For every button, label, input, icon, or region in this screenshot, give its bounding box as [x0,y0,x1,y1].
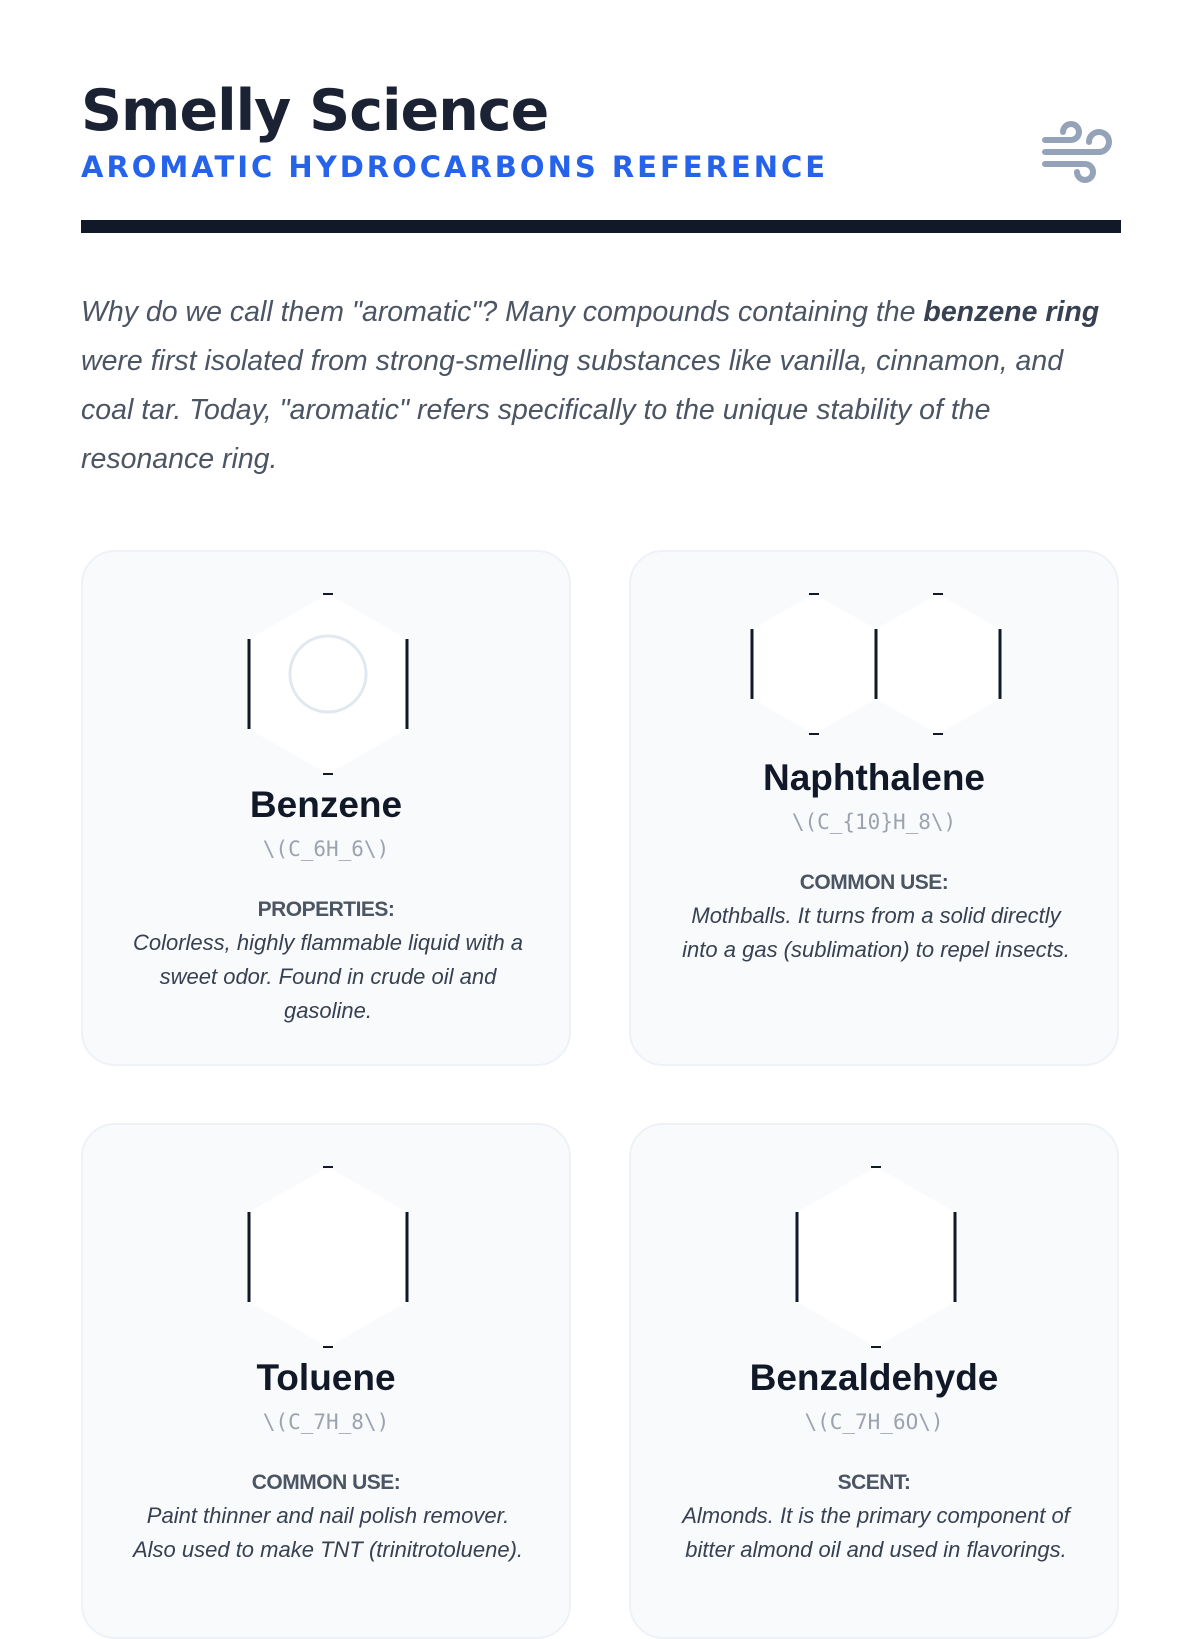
compound-label: SCENT: [837,1471,911,1494]
compound-description: Mothballs. It turns from a solid directly into a gas (sublimation) to repel insects. [682,903,1070,962]
compound-label: COMMON USE: [799,871,949,894]
wind-icon [1041,116,1119,186]
intro-text-end: were first isolated from strong-smelling substances like vanilla, cinnamon, and coal tar. Today, "aromatic" refers specifically to the unique stability of the resonance ring. [81,345,1064,475]
compound-name: Benzene [249,784,403,825]
compound-formula: \(C_7H_6O\) [804,1410,944,1434]
compound-label: PROPERTIES: [257,898,395,921]
intro-emphasis: benzene ring [923,296,1100,328]
compound-card-naphthalene [629,550,1119,1066]
benzene-structure [83,552,573,792]
compound-name: Benzaldehyde [749,1357,999,1398]
compound-card-benzaldehyde [629,1123,1119,1639]
compound-name: Toluene [256,1357,396,1398]
compound-description: Almonds. It is the primary component of bitter almond oil and used in flavorings. [682,1503,1070,1562]
toluene-structure [83,1125,573,1365]
compound-formula: \(C_{10}H_8\) [791,810,957,834]
benzaldehyde-structure [631,1125,1121,1365]
page [81,0,1121,1562]
intro-paragraph [81,288,1101,484]
compound-formula: \(C_7H_8\) [262,1410,390,1434]
compound-description: Colorless, highly flammable liquid with a sweet odor. Found in crude oil and gasoline. [132,930,524,1023]
compound-label: COMMON USE: [251,1471,401,1494]
intro-text-start: Why do we call them "aromatic"? Many compounds containing the [81,296,924,328]
compound-card-toluene [81,1123,571,1639]
header [81,0,1121,240]
page-subtitle: AROMATIC HYDROCARBONS REFERENCE [81,150,829,184]
naphthalene-structure [631,552,1121,752]
compound-name: Naphthalene [762,757,986,798]
compound-formula: \(C_6H_6\) [262,837,390,861]
compound-card-benzene [81,550,571,1066]
header-rule [81,220,1121,233]
compound-description: Paint thinner and nail polish remover. Also used to make TNT (trinitrotoluene). [132,1503,524,1562]
page-title: Smelly Science [81,78,549,144]
